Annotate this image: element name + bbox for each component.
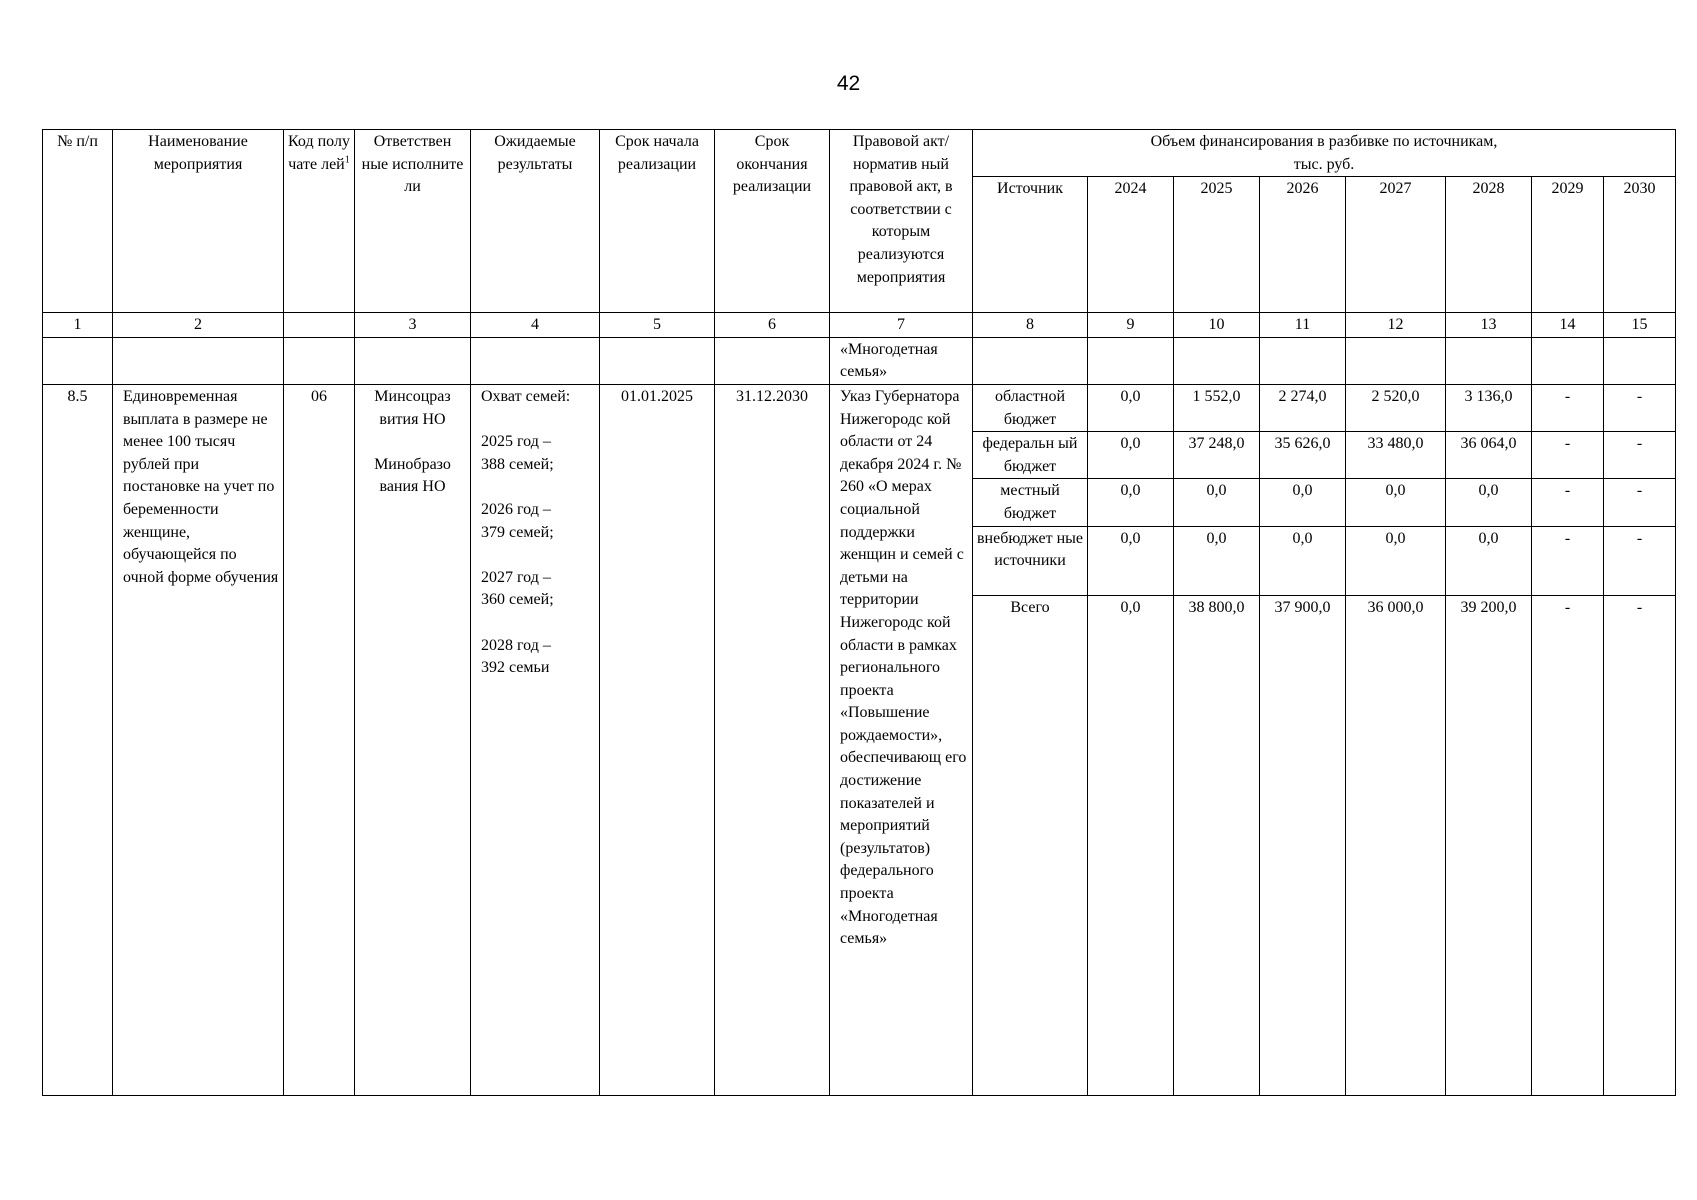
header-code bbox=[284, 130, 355, 313]
funding-total: - bbox=[1532, 595, 1604, 1095]
col-number: 10 bbox=[1174, 313, 1260, 338]
col-number: 14 bbox=[1532, 313, 1604, 338]
header-num: № п/п bbox=[43, 130, 113, 313]
funding-value: 0,0 bbox=[1446, 526, 1532, 595]
col-number: 3 bbox=[355, 313, 471, 338]
funding-value: - bbox=[1532, 432, 1604, 479]
funding-value: 0,0 bbox=[1088, 479, 1174, 526]
funding-value: - bbox=[1604, 479, 1676, 526]
row-responsible: Минсоцраз вития НО Минобразо вания НО bbox=[355, 384, 471, 1095]
col-number: 8 bbox=[973, 313, 1088, 338]
funding-total: 0,0 bbox=[1088, 595, 1174, 1095]
funding-value: 0,0 bbox=[1088, 384, 1174, 431]
funding-value: 3 136,0 bbox=[1446, 384, 1532, 431]
funding-value: 0,0 bbox=[1088, 432, 1174, 479]
funding-total: 37 900,0 bbox=[1260, 595, 1346, 1095]
funding-total: 38 800,0 bbox=[1174, 595, 1260, 1095]
funding-total: 36 000,0 bbox=[1346, 595, 1446, 1095]
funding-value: - bbox=[1604, 432, 1676, 479]
header-name: Наименование мероприятия bbox=[113, 130, 284, 313]
row-num: 8.5 bbox=[43, 384, 113, 1095]
funding-table bbox=[42, 129, 1676, 1096]
header-source: Источник bbox=[973, 177, 1088, 313]
funding-value: 0,0 bbox=[1174, 479, 1260, 526]
col-number: 2 bbox=[113, 313, 284, 338]
funding-source: федеральн ый бюджет bbox=[973, 432, 1088, 479]
legal-act-continuation: «Многодетная семья» bbox=[830, 337, 973, 384]
row-results: Охват семей: 2025 год – 388 семей; 2026 год – 379 семей; 2027 год – 360 семей; 2028 год – 392 семьи bbox=[471, 384, 600, 1095]
header-year: 2030 bbox=[1604, 177, 1676, 313]
row-start: 01.01.2025 bbox=[600, 384, 715, 1095]
funding-value: - bbox=[1532, 526, 1604, 595]
funding-total: 39 200,0 bbox=[1446, 595, 1532, 1095]
funding-value: 0,0 bbox=[1346, 479, 1446, 526]
funding-value: - bbox=[1604, 526, 1676, 595]
funding-value: 0,0 bbox=[1346, 526, 1446, 595]
header-results: Ожидаемые результаты bbox=[471, 130, 600, 313]
header-year: 2025 bbox=[1174, 177, 1260, 313]
funding-value: 0,0 bbox=[1088, 526, 1174, 595]
funding-value: 35 626,0 bbox=[1260, 432, 1346, 479]
column-number-row bbox=[43, 313, 1676, 338]
row-code: 06 bbox=[284, 384, 355, 1095]
funding-source: внебюджет ные источники bbox=[973, 526, 1088, 595]
header-funding: Объем финансирования в разбивке по источникам, тыс. руб. bbox=[973, 130, 1676, 177]
header-year: 2029 bbox=[1532, 177, 1604, 313]
col-number: 11 bbox=[1260, 313, 1346, 338]
funding-value: 36 064,0 bbox=[1446, 432, 1532, 479]
col-number: 4 bbox=[471, 313, 600, 338]
col-number: 15 bbox=[1604, 313, 1676, 338]
row-legal-act: Указ Губернатора Нижегородс кой области от 24 декабря 2024 г. № 260 «О мерах социальной поддержки женщин и семей с детьми на территории Нижегородс кой области в рамках регионального проекта «Повышение рождаемости», обеспечивающ его достижение показателей и мероприятий (результатов) федерального проекта «Многодетная семья» bbox=[830, 384, 973, 1095]
header-code-text: Код полу чате лей bbox=[288, 133, 350, 173]
funding-source: Всего bbox=[973, 595, 1088, 1095]
funding-value: - bbox=[1532, 479, 1604, 526]
col-number: 12 bbox=[1346, 313, 1446, 338]
funding-value: - bbox=[1532, 384, 1604, 431]
funding-value: 0,0 bbox=[1174, 526, 1260, 595]
funding-value: 0,0 bbox=[1260, 479, 1346, 526]
continuation-row bbox=[43, 337, 1676, 384]
col-number: 1 bbox=[43, 313, 113, 338]
header-legal: Правовой акт/норматив ный правовой акт, в соответствии с которым реализуются мероприятия bbox=[830, 130, 973, 313]
header-responsible: Ответствен ные исполните ли bbox=[355, 130, 471, 313]
page-number: 42 bbox=[836, 72, 861, 95]
header-end: Срок окончания реализации bbox=[715, 130, 830, 313]
table-row bbox=[43, 384, 1676, 431]
funding-value: 0,0 bbox=[1446, 479, 1532, 526]
header-code-footnote: 1 bbox=[344, 154, 350, 166]
funding-value: 2 520,0 bbox=[1346, 384, 1446, 431]
funding-value: 33 480,0 bbox=[1346, 432, 1446, 479]
col-number: 7 bbox=[830, 313, 973, 338]
col-number: 5 bbox=[600, 313, 715, 338]
header-year: 2024 bbox=[1088, 177, 1174, 313]
funding-value: 0,0 bbox=[1260, 526, 1346, 595]
header-year: 2026 bbox=[1260, 177, 1346, 313]
header-year: 2028 bbox=[1446, 177, 1532, 313]
col-number: 9 bbox=[1088, 313, 1174, 338]
header-start: Срок начала реализации bbox=[600, 130, 715, 313]
col-number: 6 bbox=[715, 313, 830, 338]
row-name: Единовременная выплата в размере не менее 100 тысяч рублей при постановке на учет по беременности женщине, обучающейся по очной форме обучения bbox=[113, 384, 284, 1095]
funding-value: 1 552,0 bbox=[1174, 384, 1260, 431]
funding-source: областной бюджет bbox=[973, 384, 1088, 431]
col-number: 13 bbox=[1446, 313, 1532, 338]
header-year: 2027 bbox=[1346, 177, 1446, 313]
row-end: 31.12.2030 bbox=[715, 384, 830, 1095]
funding-source: местный бюджет bbox=[973, 479, 1088, 526]
col-number bbox=[284, 313, 355, 338]
funding-value: 2 274,0 bbox=[1260, 384, 1346, 431]
funding-value: 37 248,0 bbox=[1174, 432, 1260, 479]
funding-value: - bbox=[1604, 384, 1676, 431]
funding-total: - bbox=[1604, 595, 1676, 1095]
